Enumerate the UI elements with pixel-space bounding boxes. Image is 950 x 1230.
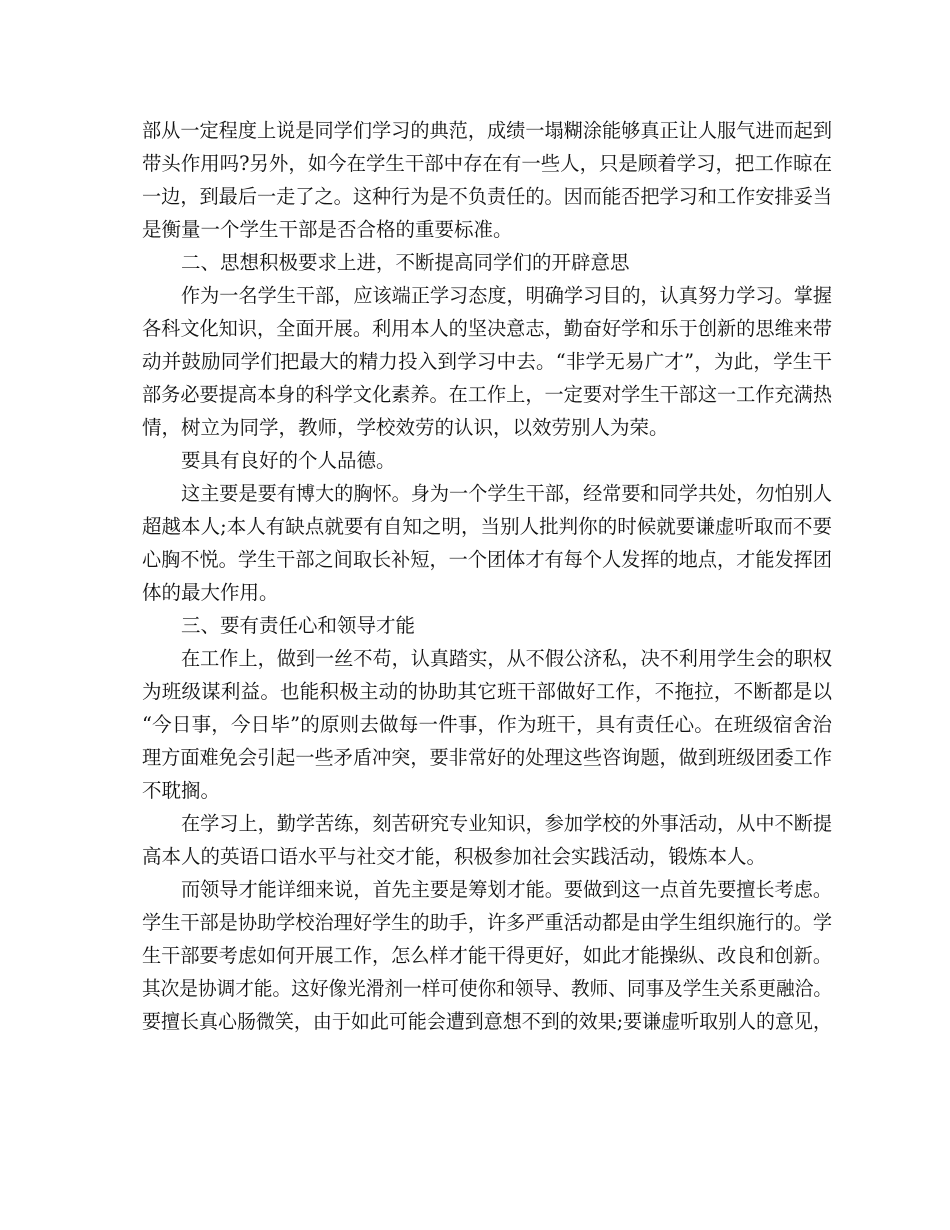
text-line: 三、要有责任心和领导才能 — [181, 614, 416, 637]
text-line: 这主要是要有博大的胸怀。身为一个学生干部，经常要和同学共处，勿怕别人 — [181, 482, 832, 505]
text-line: 高本人的英语口语水平与社交才能，积极参加社会实践活动，锻炼本人。 — [142, 845, 767, 868]
text-line: 是衡量一个学生干部是否合格的重要标准。 — [142, 218, 513, 241]
text-line: 部务必要提高本身的科学文化素养。在工作上，一定要对学生干部这一工作充满热 — [142, 383, 832, 406]
text-line: 体的最大作用。 — [142, 581, 279, 604]
text-line: 学生干部是协助学校治理好学生的助手，许多严重活动都是由学生组织施行的。学 — [142, 911, 832, 934]
text-line: 要具有良好的个人品德。 — [181, 449, 396, 472]
text-line: 其次是协调才能。这好像光滑剂一样可使你和领导、教师、同事及学生关系更融洽。 — [142, 977, 832, 1000]
text-line: 动并鼓励同学们把最大的精力投入到学习中去。“非学无易广才”，为此，学生干 — [142, 350, 833, 373]
text-line: 各科文化知识，全面开展。利用本人的坚决意志，勤奋好学和乐于创新的思维来带 — [142, 317, 832, 340]
text-line: 为班级谋利益。也能积极主动的协助其它班干部做好工作，不拖拉，不断都是以 — [142, 680, 833, 703]
text-line: 不耽搁。 — [142, 779, 221, 802]
text-line: “今日事，今日毕”的原则去做每一件事，作为班干，具有责任心。在班级宿舍治 — [142, 713, 833, 736]
text-line: 心胸不悦。学生干部之间取长补短，一个团体才有每个人发挥的地点，才能发挥团 — [142, 548, 832, 571]
text-line: 超越本人;本人有缺点就要有自知之明，当别人批判你的时候就要谦虚听取而不要 — [142, 515, 833, 538]
text-line: 在学习上，勤学苦练，刻苦研究专业知识，参加学校的外事活动，从中不断提 — [181, 812, 832, 835]
text-line: 作为一名学生干部，应该端正学习态度，明确学习目的，认真努力学习。掌握 — [181, 284, 832, 307]
text-line: 理方面难免会引起一些矛盾冲突，要非常好的处理这些咨询题，做到班级团委工作 — [142, 746, 832, 769]
text-line: 在工作上，做到一丝不苟，认真踏实，从不假公济私，决不利用学生会的职权 — [181, 647, 832, 670]
text-line: 而领导才能详细来说，首先主要是筹划才能。要做到这一点首先要擅长考虑。 — [181, 878, 832, 901]
text-line: 要擅长真心肠微笑，由于如此可能会遭到意想不到的效果;要谦虚听取别人的意见， — [142, 1010, 832, 1033]
document-body — [142, 114, 832, 1038]
text-line: 一边，到最后一走了之。这种行为是不负责任的。因而能否把学习和工作安排妥当 — [142, 185, 832, 208]
text-line: 部从一定程度上说是同学们学习的典范，成绩一塌糊涂能够真正让人服气进而起到 — [142, 119, 832, 142]
text-line: 带头作用吗?另外，如今在学生干部中存在有一些人，只是顾着学习，把工作晾在 — [142, 152, 832, 175]
text-line: 二、思想积极要求上进，不断提高同学们的开辟意思 — [181, 251, 630, 274]
text-line: 生干部要考虑如何开展工作，怎么样才能干得更好，如此才能操纵、改良和创新。 — [142, 944, 832, 967]
text-line: 情，树立为同学，教师，学校效劳的认识，以效劳别人为荣。 — [142, 416, 669, 439]
